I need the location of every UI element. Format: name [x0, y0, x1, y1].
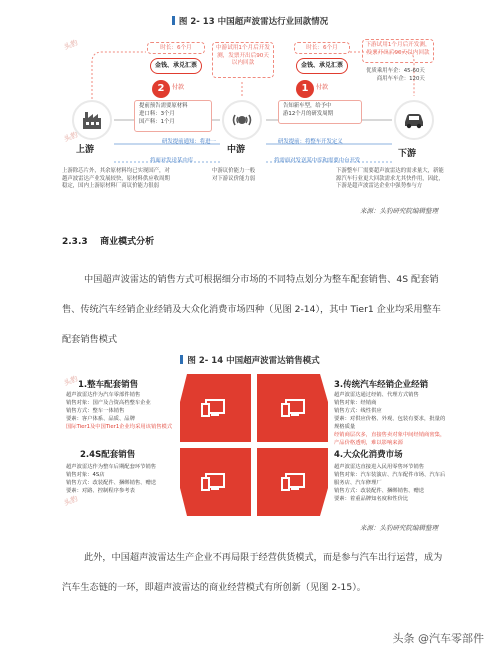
upstream-note: 上游除芯片外，其余原材料均已实现国产，对越声波雷达产业发展较快，原材料供应收周期稳定，国内上游原材料厂商议价能力很弱: [62, 168, 170, 190]
q2-device-icon: [200, 470, 230, 496]
radar-sensor-icon: [231, 109, 253, 131]
midstream-label: 中游: [227, 145, 246, 155]
figure1-title: 图 2- 13 中国超声波雷达行业回款情况: [0, 15, 500, 27]
time-left-bubble: 时长：6个月: [147, 42, 205, 54]
supply-arrow-mid: 将需面对发送某中库和需要中台开发: [274, 158, 361, 164]
paragraph-business-innovation: 此外，中国超声波雷达生产企业不再局限于经营供货模式，而是参与汽车出行运营，成为汽车生态链的一环，即超声波雷达的商业经营模式有所创新（见图 2-15）。: [62, 552, 443, 593]
watermark: 头豹: [63, 130, 79, 144]
step-1-label: 付款: [316, 84, 329, 91]
q4-title: 4.大众化消费市场: [334, 450, 403, 460]
figure2-diagram: [62, 370, 446, 520]
title-marker: [172, 16, 175, 25]
figure1-source: 来源：头豹研究院编辑整理: [360, 207, 438, 215]
figure2-title: 图 2- 14 中国超声波雷达销售模式: [0, 354, 500, 366]
watermark: 头豹: [63, 374, 79, 388]
q2-details: 超声波雷达作为整车后期配套环节销售 销售对象：4S店 销售方式：改装配件、捆绑销售、赠送 要素：对路、控制程序参考表: [66, 464, 157, 494]
payment-method-left: 金钱、承兑汇票: [150, 58, 202, 74]
upstream-node: [72, 100, 112, 140]
figure1-diagram: [62, 34, 446, 212]
payment-method-right: 金钱、承兑汇票: [296, 58, 348, 74]
q3-details: 超声波雷达通过经销、代理方式销售 销售对象：经销商 销售方式：线性供应 要素：对供应价格、外观、包装有要求，批量的规格质量 经销商层次多，直接售卖对象中间经销商密集，产品价格透明，难以影响来源: [334, 392, 446, 446]
step-2-label: 付款: [172, 84, 185, 91]
figure2-source: 来源：头豹研究院编辑整理: [360, 524, 438, 532]
car-icon: [402, 109, 426, 131]
step-2-circle: 2: [152, 80, 170, 98]
q4-details: 超声波雷达直接进入民用零售环节销售 销售对象：汽车装演店、汽车配件市场、汽车后服务店、汽车修理厂 销售方式：改装配件、捆绑销售、赠送 要素：着重品牌知名度和性价比: [334, 464, 446, 502]
customer-payment-terms: 优质乘用车企：45-60天 商用车车企：120天: [366, 68, 425, 82]
downstream-node: [394, 100, 434, 140]
q3-device-icon: [280, 396, 310, 422]
midstream-node: [222, 100, 262, 140]
section-heading: 2.3.3 商业模式分析: [62, 237, 155, 247]
supply-arrow-left: 将面对发送某中库: [150, 158, 194, 164]
q4-device-icon: [280, 470, 310, 496]
q1-device-icon: [200, 396, 230, 422]
downstream-label: 下游: [398, 149, 417, 159]
midstream-notice-box: 告知新车型，给予中 游12个月的研发周期: [278, 100, 362, 124]
watermark: 头豹: [63, 494, 79, 508]
watermark: 头豹: [63, 38, 79, 52]
q1-title: 1.整车配套销售: [78, 380, 139, 390]
upstream-material-box: 提前预告需要原材料 进口料：3个月 国产料：1个月: [134, 100, 212, 132]
time-right-bubble: 时长：6个月: [294, 42, 350, 54]
footer-logo: 头条 @汽车零部件: [392, 632, 484, 645]
downstream-note: 下游整车厂需要超声波雷达的需求量大，新能源汽车行业更大回款需求尤其快作用，因此，下游是超声波雷达企业中强势参与方: [336, 168, 444, 190]
time-right-top-bubble: 下游试用1个月后开发测，发票开出后90天以内回款: [362, 39, 434, 63]
q2-title: 2.4S配套销售: [80, 450, 136, 460]
factory-icon: [81, 109, 103, 131]
midstream-note: 中游议价能力一般 对下游议价能力弱: [212, 168, 256, 182]
upstream-label: 上游: [76, 145, 95, 155]
notice-arrow-left: 研发提前通知：将进一: [162, 139, 216, 145]
paragraph-sales-modes: 中国超声波雷达的销售方式可根据细分市场的不同特点划分为整车配套销售、4S 配套销售、传统汽车经销企业经销及大众化消费市场四种（见图 2-14），其中 Tier1 企业均采用整车配套销售模式: [62, 274, 441, 345]
step-1-circle: 1: [296, 80, 314, 98]
q3-title: 3.传统汽车经销企业经销: [334, 380, 429, 390]
time-mid-bubble: 中游试用1个月后开发测，发票开出后90天以内回款: [212, 42, 274, 78]
q1-details: 超声波雷达作为汽车零部件销售 销售对象：国产及合资高档整车企业 销售方式：整车一体销售 要素：客户体系、品质、品牌 国际Tier1及中国Tier1企业均采用该销售模式: [66, 392, 173, 430]
notice-arrow-mid: 研发提前：将整车开发定义: [278, 139, 343, 145]
title-marker: [180, 355, 183, 364]
